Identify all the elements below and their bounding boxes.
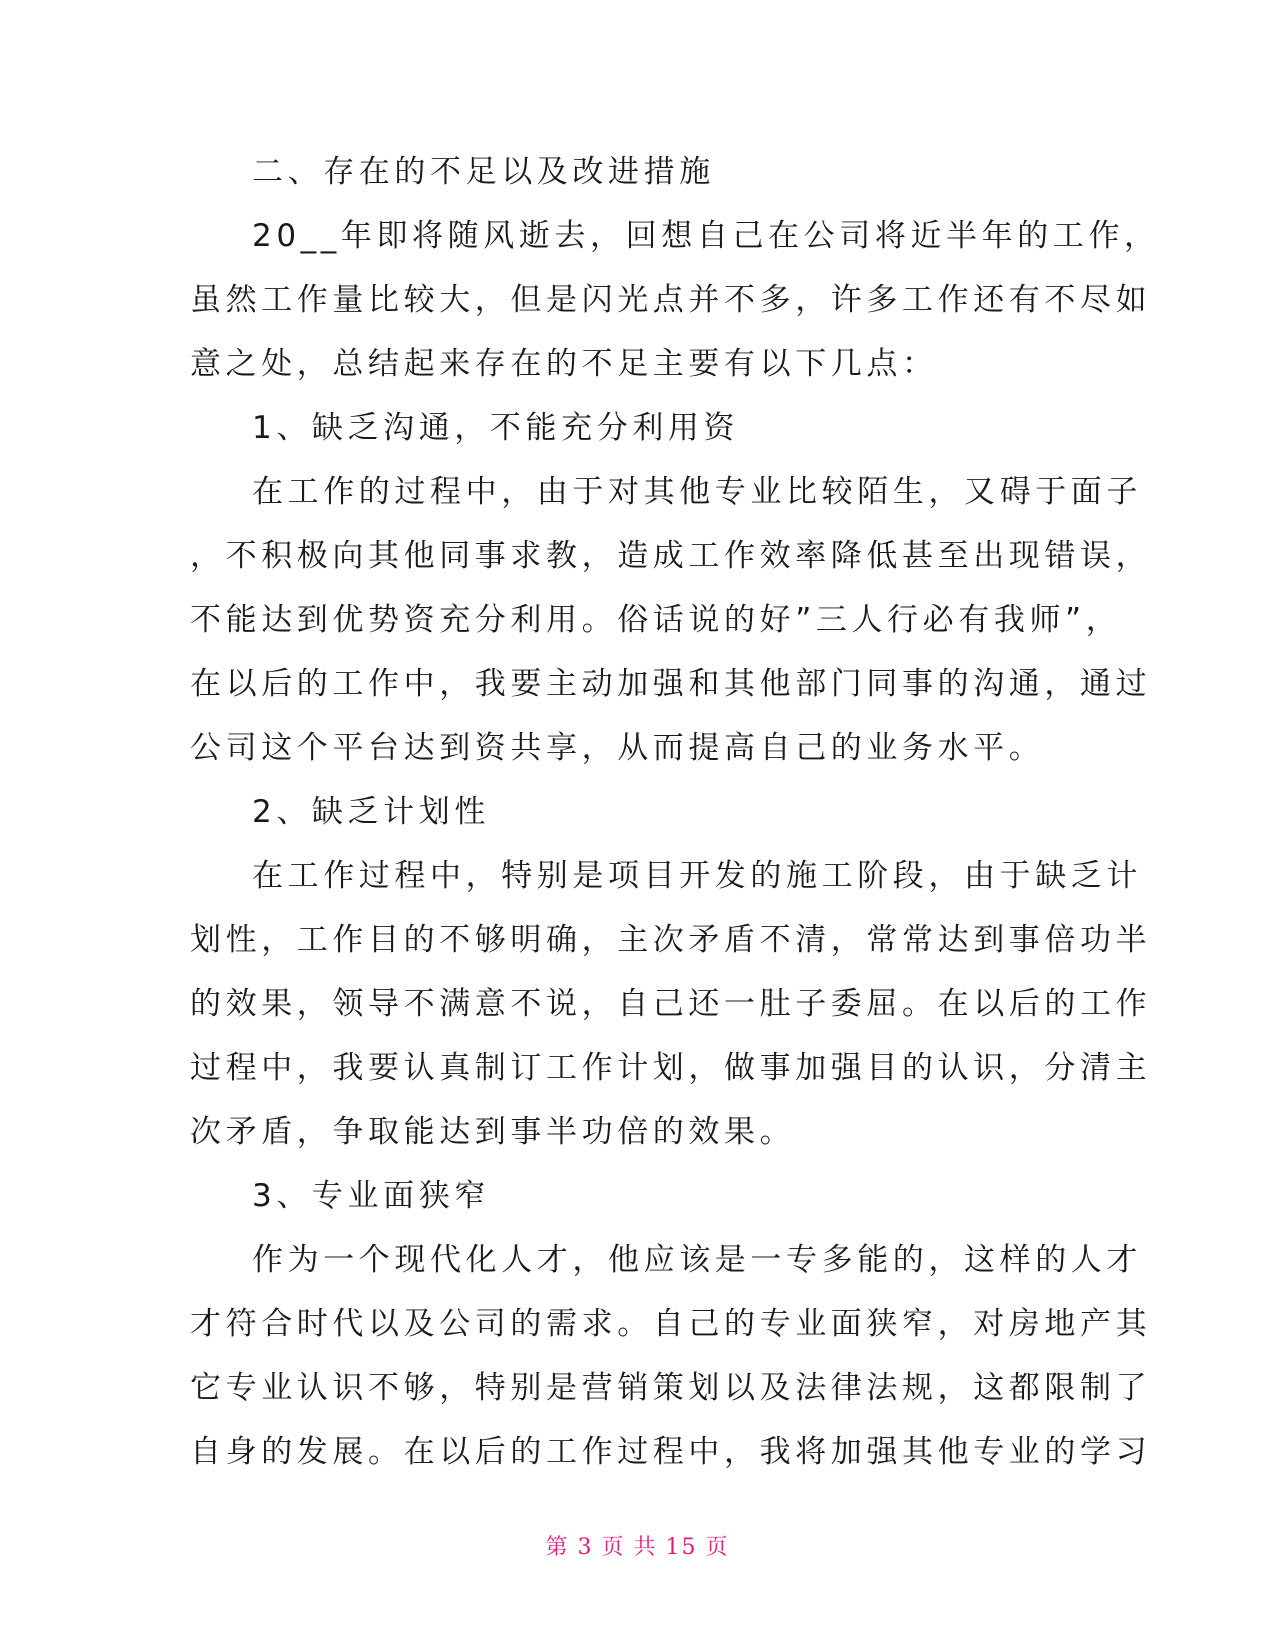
- paragraph-line: ，不积极向其他同事求教，造成工作效率降低甚至出现错误，: [190, 538, 1152, 574]
- paragraph-line: 公司这个平台达到资共享，从而提高自己的业务水平。: [190, 730, 1045, 766]
- footer-total-unit: 页: [705, 1535, 730, 1560]
- page-footer: [0, 1530, 1275, 1561]
- subheading-1: 1、缺乏沟通，不能充分利用资: [252, 410, 740, 446]
- paragraph-line: 过程中，我要认真制订工作计划，做事加强目的认识，分清主: [190, 1050, 1152, 1086]
- paragraph-line: 次矛盾，争取能达到事半功倍的效果。: [190, 1114, 796, 1150]
- paragraph-line: 意之处，总结起来存在的不足主要有以下几点：: [190, 346, 938, 382]
- footer-page-unit: 页: [601, 1535, 626, 1560]
- footer-total-pages: 15: [665, 1535, 698, 1560]
- paragraph-line: 不能达到优势资充分利用。俗话说的好”三人行必有我师”，: [190, 602, 1122, 638]
- paragraph-line: 在以后的工作中，我要主动加强和其他部门同事的沟通，通过: [190, 666, 1152, 702]
- paragraph-line: 作为一个现代化人才，他应该是一专多能的，这样的人才: [252, 1242, 1142, 1278]
- footer-total-label: 共: [633, 1535, 658, 1560]
- paragraph-line: 划性，工作目的不够明确，主次矛盾不清，常常达到事倍功半: [190, 922, 1152, 958]
- paragraph-line: 20__年即将随风逝去，回想自己在公司将近半年的工作，: [252, 218, 1160, 254]
- paragraph-line: 的效果，领导不满意不说，自己还一肚子委屈。在以后的工作: [190, 986, 1152, 1022]
- footer-prefix: 第: [545, 1535, 570, 1560]
- paragraph-line: 虽然工作量比较大，但是闪光点并不多，许多工作还有不尽如: [190, 282, 1152, 318]
- paragraph-line: 自身的发展。在以后的工作过程中，我将加强其他专业的学习: [190, 1434, 1152, 1470]
- paragraph-line: 它专业认识不够，特别是营销策划以及法律法规，这都限制了: [190, 1370, 1152, 1406]
- footer-current-page: 3: [577, 1535, 594, 1560]
- subheading-3: 3、专业面狭窄: [252, 1178, 490, 1214]
- document-body: [190, 140, 1160, 1484]
- subheading-2: 2、缺乏计划性: [252, 794, 490, 830]
- paragraph-line: 在工作的过程中，由于对其他专业比较陌生，又碍于面子: [252, 474, 1142, 510]
- paragraph-line: 才符合时代以及公司的需求。自己的专业面狭窄，对房地产其: [190, 1306, 1152, 1342]
- section-heading: 二、存在的不足以及改进措施: [252, 154, 715, 190]
- paragraph-line: 在工作过程中，特别是项目开发的施工阶段，由于缺乏计: [252, 858, 1142, 894]
